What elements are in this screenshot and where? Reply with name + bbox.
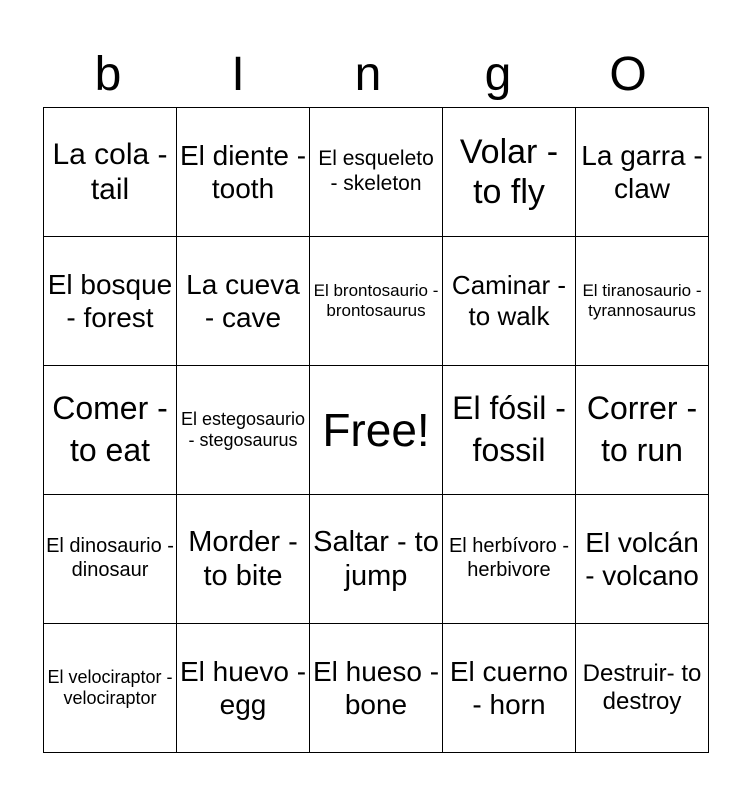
bingo-cell[interactable]: El hueso - bone: [310, 624, 443, 753]
header-letter-b: b: [94, 48, 122, 101]
bingo-cell[interactable]: La cueva - cave: [177, 237, 310, 366]
grid-row: [44, 624, 709, 753]
grid-row: [44, 366, 709, 495]
bingo-cell[interactable]: El dinosaurio - dinosaur: [44, 495, 177, 624]
grid-row: [44, 495, 709, 624]
bingo-cell[interactable]: Caminar - to walk: [443, 237, 576, 366]
bingo-cell[interactable]: El herbívoro - herbivore: [443, 495, 576, 624]
bingo-cell[interactable]: Correr - to run: [576, 366, 709, 495]
bingo-header: [43, 42, 693, 108]
bingo-cell[interactable]: El esqueleto - skeleton: [310, 108, 443, 237]
grid-row: [44, 237, 709, 366]
bingo-cell[interactable]: Destruir- to destroy: [576, 624, 709, 753]
header-letter-n: n: [354, 48, 382, 101]
bingo-cell[interactable]: Morder - to bite: [177, 495, 310, 624]
header-letter-g: g: [484, 48, 512, 101]
bingo-cell[interactable]: Comer - to eat: [44, 366, 177, 495]
free-space-cell[interactable]: Free!: [310, 366, 443, 495]
header-letter-i: I: [231, 48, 245, 101]
bingo-cell[interactable]: El huevo - egg: [177, 624, 310, 753]
bingo-cell[interactable]: El brontosaurio - brontosaurus: [310, 237, 443, 366]
bingo-card-grid: [43, 107, 709, 753]
bingo-cell[interactable]: El volcán - volcano: [576, 495, 709, 624]
bingo-cell[interactable]: El bosque - forest: [44, 237, 177, 366]
bingo-cell[interactable]: Volar - to fly: [443, 108, 576, 237]
bingo-cell[interactable]: El fósil - fossil: [443, 366, 576, 495]
grid-row: [44, 108, 709, 237]
bingo-cell[interactable]: El diente - tooth: [177, 108, 310, 237]
bingo-cell[interactable]: El estegosaurio - stegosaurus: [177, 366, 310, 495]
bingo-cell[interactable]: El cuerno - horn: [443, 624, 576, 753]
header-letter-o: O: [609, 48, 647, 101]
bingo-cell[interactable]: La cola - tail: [44, 108, 177, 237]
bingo-cell[interactable]: El tiranosaurio - tyrannosaurus: [576, 237, 709, 366]
bingo-cell[interactable]: El velociraptor - velociraptor: [44, 624, 177, 753]
bingo-cell[interactable]: La garra - claw: [576, 108, 709, 237]
bingo-cell[interactable]: Saltar - to jump: [310, 495, 443, 624]
